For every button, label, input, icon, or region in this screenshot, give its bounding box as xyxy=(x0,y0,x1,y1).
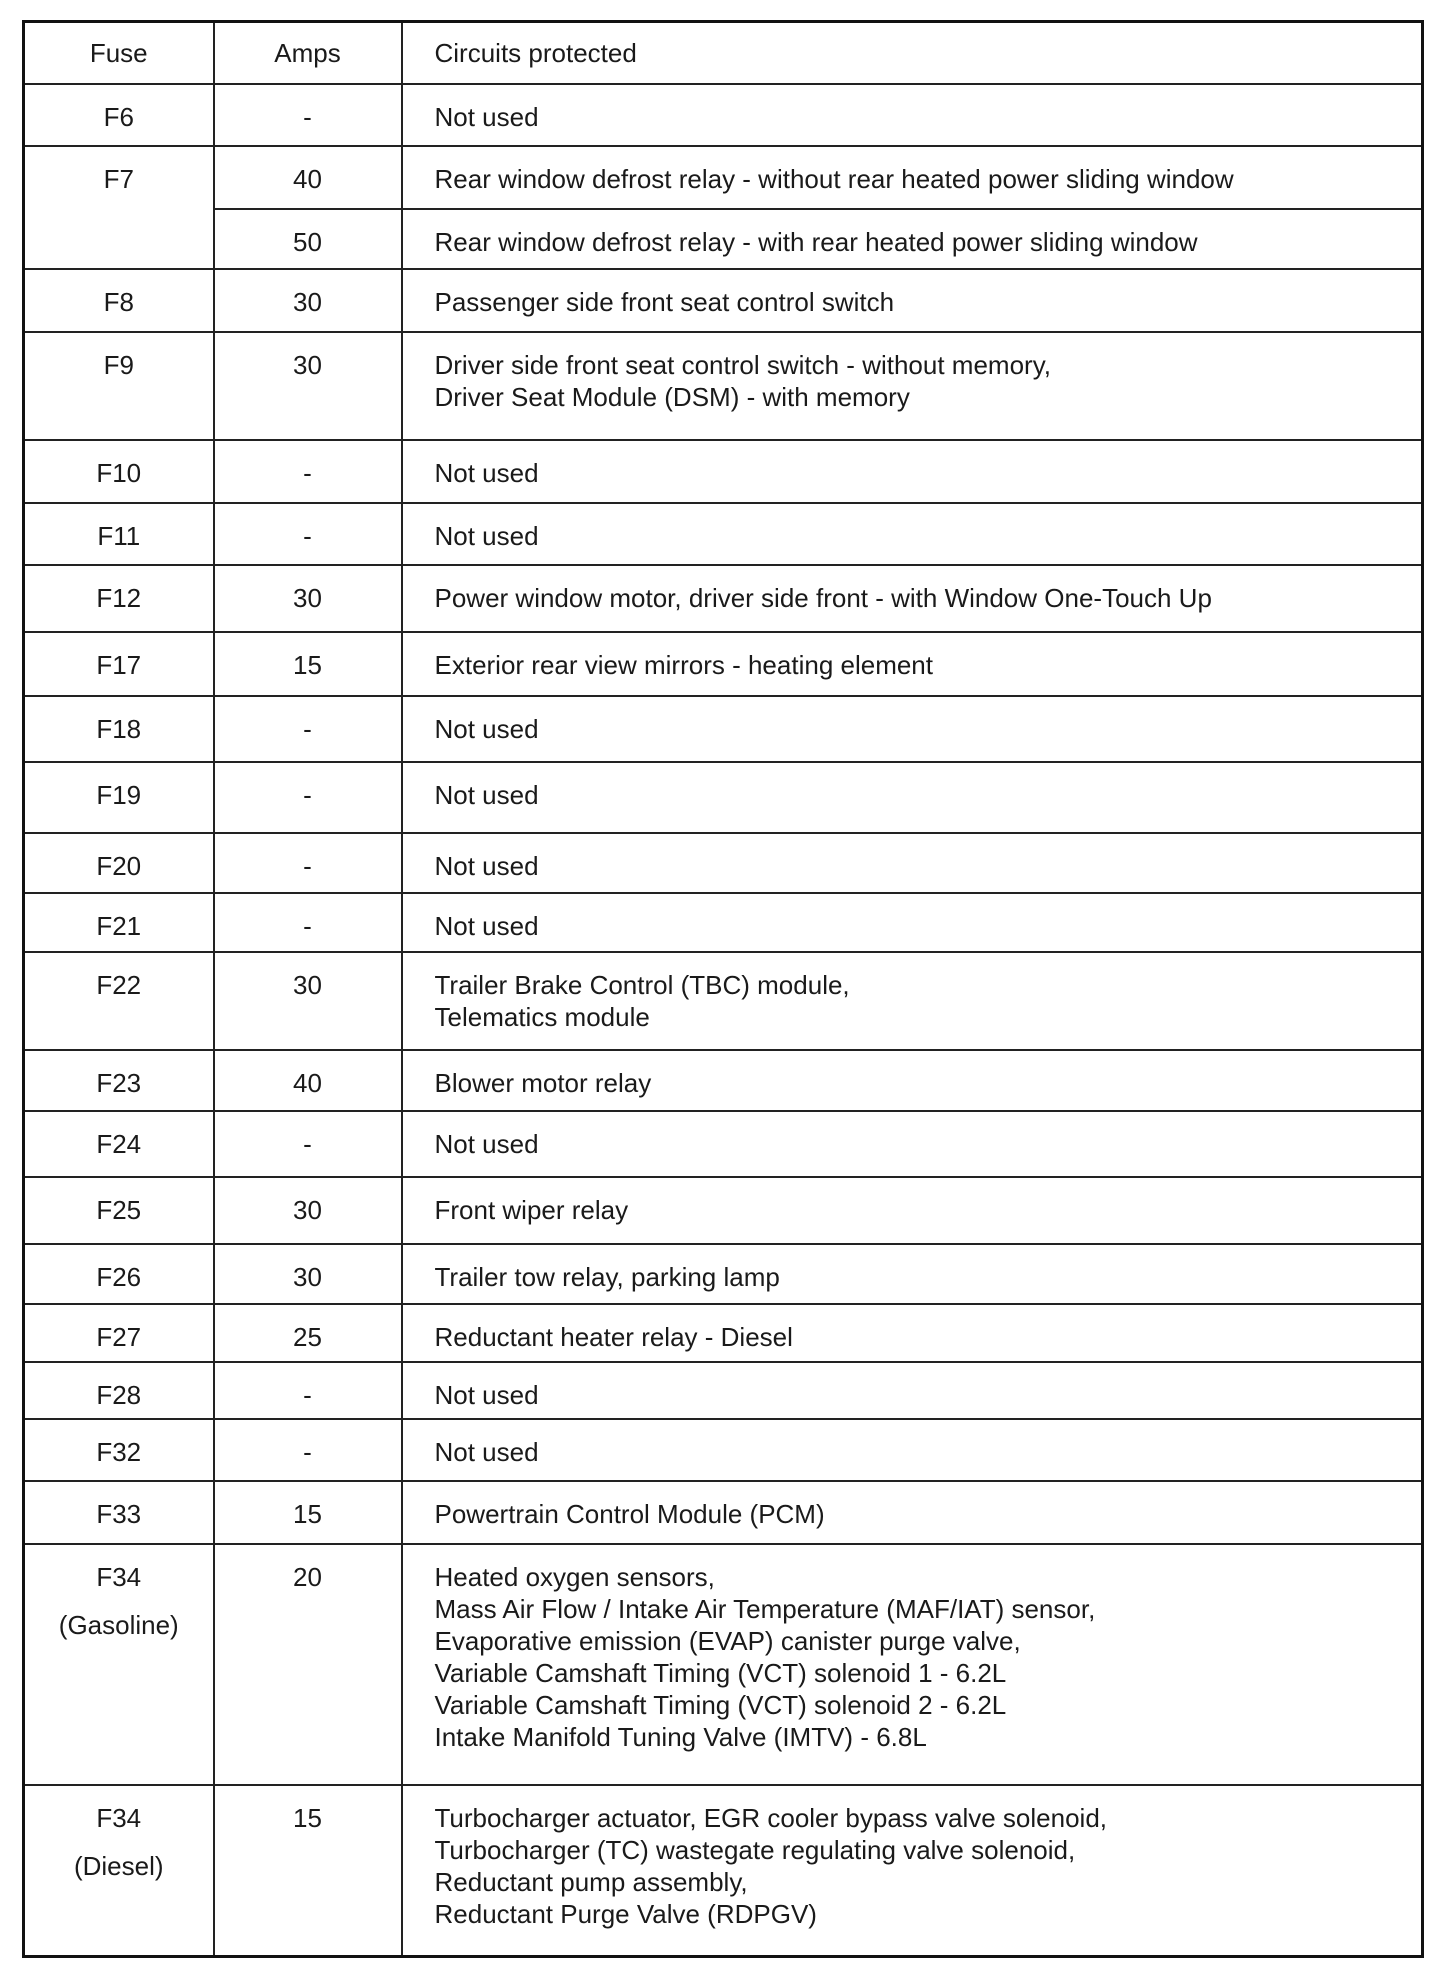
fuse-id: F26 xyxy=(96,1261,142,1292)
circuit-line: Reductant Purge Valve (RDPGV) xyxy=(434,1899,817,1930)
circuit-line: Evaporative emission (EVAP) canister purge valve, xyxy=(434,1625,1021,1656)
fuse-id: F9 xyxy=(103,349,134,380)
fuse-cell xyxy=(24,1362,214,1418)
amps-cell: - xyxy=(214,893,402,951)
fuse-table xyxy=(22,20,1424,1958)
fuse-id: F21 xyxy=(96,911,142,942)
amps-cell: 50 xyxy=(214,209,402,269)
fuse-cell xyxy=(24,1481,214,1543)
table-row xyxy=(24,1481,1423,1543)
amps-cell: - xyxy=(214,1362,402,1418)
circuits-cell xyxy=(402,632,1423,696)
header-fuse: Fuse xyxy=(24,22,214,85)
circuit-line: Telematics module xyxy=(434,1001,650,1032)
table-row xyxy=(24,1419,1423,1481)
table-row xyxy=(24,762,1423,832)
circuit-line: Power window motor, driver side front - with Window One-Touch Up xyxy=(434,583,1212,614)
fuse-cell xyxy=(24,1304,214,1362)
fuse-id: F8 xyxy=(103,287,134,318)
circuit-line: Rear window defrost relay - without rear heated power sliding window xyxy=(434,164,1234,195)
fuse-cell xyxy=(24,1050,214,1110)
amps-cell: - xyxy=(214,1111,402,1177)
fuse-id: F12 xyxy=(96,583,142,614)
table-row xyxy=(24,1177,1423,1243)
amps-cell: - xyxy=(214,503,402,565)
table-row xyxy=(24,1544,1423,1786)
fuse-id: F22 xyxy=(96,969,142,1000)
fuse-cell xyxy=(24,632,214,696)
circuits-cell xyxy=(402,1050,1423,1110)
fuse-id: F32 xyxy=(96,1436,142,1467)
circuits-cell xyxy=(402,440,1423,502)
circuits-cell xyxy=(402,503,1423,565)
fuse-id: F20 xyxy=(96,850,142,881)
circuits-cell xyxy=(402,1481,1423,1543)
header-circuits: Circuits protected xyxy=(402,22,1423,85)
circuit-line: Not used xyxy=(434,520,539,551)
fuse-cell xyxy=(24,1544,214,1786)
amps-cell: - xyxy=(214,440,402,502)
amps-cell: - xyxy=(214,833,402,893)
table-row xyxy=(24,209,1423,269)
table-row xyxy=(24,332,1423,441)
circuit-line: Not used xyxy=(434,458,539,489)
circuit-line: Front wiper relay xyxy=(434,1195,629,1226)
circuits-cell xyxy=(402,696,1423,762)
fuse-id: F10 xyxy=(96,458,142,489)
fuse-id: F28 xyxy=(96,1380,142,1411)
circuit-line: Reductant heater relay - Diesel xyxy=(434,1321,793,1352)
circuits-cell xyxy=(402,1304,1423,1362)
fuse-cell xyxy=(24,1419,214,1481)
circuit-line: Passenger side front seat control switch xyxy=(434,287,895,318)
fuse-variant-note: (Diesel) xyxy=(73,1851,164,1882)
circuit-line: Powertrain Control Module (PCM) xyxy=(434,1499,825,1530)
table-row xyxy=(24,269,1423,331)
fuse-id: F17 xyxy=(96,649,142,680)
circuit-line: Heated oxygen sensors, xyxy=(434,1561,715,1592)
fuse-id: F34 xyxy=(96,1561,142,1592)
circuit-line: Driver side front seat control switch - without memory, xyxy=(434,349,1051,380)
fuse-id: F34 xyxy=(96,1803,142,1834)
table-row xyxy=(24,84,1423,146)
fuse-cell xyxy=(24,84,214,146)
fuse-id: F6 xyxy=(103,102,134,132)
circuit-line: Not used xyxy=(434,1380,539,1411)
circuits-cell xyxy=(402,762,1423,832)
fuse-cell xyxy=(24,440,214,502)
circuit-line: Not used xyxy=(434,1128,539,1159)
circuits-cell xyxy=(402,893,1423,951)
amps-cell: 15 xyxy=(214,632,402,696)
fuse-cell xyxy=(24,146,214,269)
header-amps: Amps xyxy=(214,22,402,85)
fuse-cell xyxy=(24,696,214,762)
circuit-line: Not used xyxy=(434,850,539,881)
circuits-cell xyxy=(402,146,1423,208)
circuits-cell xyxy=(402,565,1423,631)
fuse-variant-note: (Gasoline) xyxy=(58,1609,179,1640)
table-row xyxy=(24,1304,1423,1362)
circuit-line: Not used xyxy=(434,714,539,744)
circuit-line: Not used xyxy=(434,1436,539,1467)
fuse-cell xyxy=(24,503,214,565)
table-row xyxy=(24,1244,1423,1304)
fuse-cell xyxy=(24,1111,214,1177)
fuse-cell xyxy=(24,833,214,893)
table-row xyxy=(24,632,1423,696)
circuits-cell xyxy=(402,332,1423,441)
circuits-cell xyxy=(402,1362,1423,1418)
circuits-cell xyxy=(402,1111,1423,1177)
circuit-line: Variable Camshaft Timing (VCT) solenoid 2 - 6.2L xyxy=(434,1689,1007,1720)
fuse-id: F27 xyxy=(96,1321,142,1352)
table-row xyxy=(24,1362,1423,1418)
fuse-id: F19 xyxy=(96,780,142,811)
circuits-cell xyxy=(402,1244,1423,1304)
amps-cell: - xyxy=(214,1419,402,1481)
amps-cell: 40 xyxy=(214,146,402,208)
circuit-line: Rear window defrost relay - with rear heated power sliding window xyxy=(434,226,1198,257)
circuit-line: Intake Manifold Tuning Valve (IMTV) - 6.8L xyxy=(434,1721,927,1752)
amps-cell: - xyxy=(214,84,402,146)
amps-cell: - xyxy=(214,696,402,762)
circuit-line: Blower motor relay xyxy=(434,1068,652,1099)
amps-cell: 20 xyxy=(214,1544,402,1786)
circuit-line: Turbocharger (TC) wastegate regulating valve solenoid, xyxy=(434,1835,1076,1866)
amps-cell: 15 xyxy=(214,1785,402,1956)
circuit-line: Trailer tow relay, parking lamp xyxy=(434,1261,780,1292)
table-row xyxy=(24,146,1423,208)
circuits-cell xyxy=(402,952,1423,1051)
header-row xyxy=(24,22,1423,85)
amps-cell: 40 xyxy=(214,1050,402,1110)
circuits-cell xyxy=(402,833,1423,893)
circuit-line: Trailer Brake Control (TBC) module, xyxy=(434,969,850,1000)
fuse-cell xyxy=(24,269,214,331)
amps-cell: 25 xyxy=(214,1304,402,1362)
circuit-line: Exterior rear view mirrors - heating element xyxy=(434,649,933,680)
circuits-cell xyxy=(402,1544,1423,1786)
fuse-cell xyxy=(24,1785,214,1956)
amps-cell: 15 xyxy=(214,1481,402,1543)
circuit-line: Not used xyxy=(434,102,539,132)
table-row xyxy=(24,1050,1423,1110)
fuse-cell xyxy=(24,952,214,1051)
table-row xyxy=(24,696,1423,762)
fuse-id: F23 xyxy=(96,1068,142,1099)
fuse-cell xyxy=(24,565,214,631)
circuits-cell xyxy=(402,1177,1423,1243)
table-row xyxy=(24,1111,1423,1177)
amps-cell: 30 xyxy=(214,952,402,1051)
circuits-cell xyxy=(402,84,1423,146)
circuits-cell xyxy=(402,269,1423,331)
amps-cell: 30 xyxy=(214,1177,402,1243)
circuits-cell xyxy=(402,1419,1423,1481)
fuse-cell xyxy=(24,332,214,441)
circuit-line: Not used xyxy=(434,911,539,942)
amps-cell: 30 xyxy=(214,332,402,441)
circuits-cell xyxy=(402,1785,1423,1956)
fuse-id: F11 xyxy=(97,520,141,551)
table-row xyxy=(24,833,1423,893)
amps-cell: 30 xyxy=(214,269,402,331)
fuse-cell xyxy=(24,1177,214,1243)
table-row xyxy=(24,503,1423,565)
table-row xyxy=(24,1785,1423,1956)
table-row xyxy=(24,952,1423,1051)
amps-cell: 30 xyxy=(214,565,402,631)
table-row xyxy=(24,440,1423,502)
circuits-cell xyxy=(402,209,1423,269)
fuse-cell xyxy=(24,893,214,951)
circuit-line: Not used xyxy=(434,780,539,811)
fuse-cell xyxy=(24,1244,214,1304)
table-row xyxy=(24,565,1423,631)
amps-cell: 30 xyxy=(214,1244,402,1304)
circuit-line: Driver Seat Module (DSM) - with memory xyxy=(434,381,910,412)
table-row xyxy=(24,893,1423,951)
fuse-id: F18 xyxy=(96,714,142,744)
fuse-id: F7 xyxy=(103,164,134,195)
circuit-line: Mass Air Flow / Intake Air Temperature (MAF/IAT) sensor, xyxy=(434,1593,1096,1624)
circuit-line: Turbocharger actuator, EGR cooler bypass valve solenoid, xyxy=(434,1803,1107,1834)
fuse-id: F25 xyxy=(96,1195,142,1226)
fuse-cell xyxy=(24,762,214,832)
fuse-id: F33 xyxy=(96,1499,142,1530)
fuse-id: F24 xyxy=(96,1128,142,1159)
circuit-line: Reductant pump assembly, xyxy=(434,1867,748,1898)
amps-cell: - xyxy=(214,762,402,832)
circuit-line: Variable Camshaft Timing (VCT) solenoid 1 - 6.2L xyxy=(434,1657,1007,1688)
